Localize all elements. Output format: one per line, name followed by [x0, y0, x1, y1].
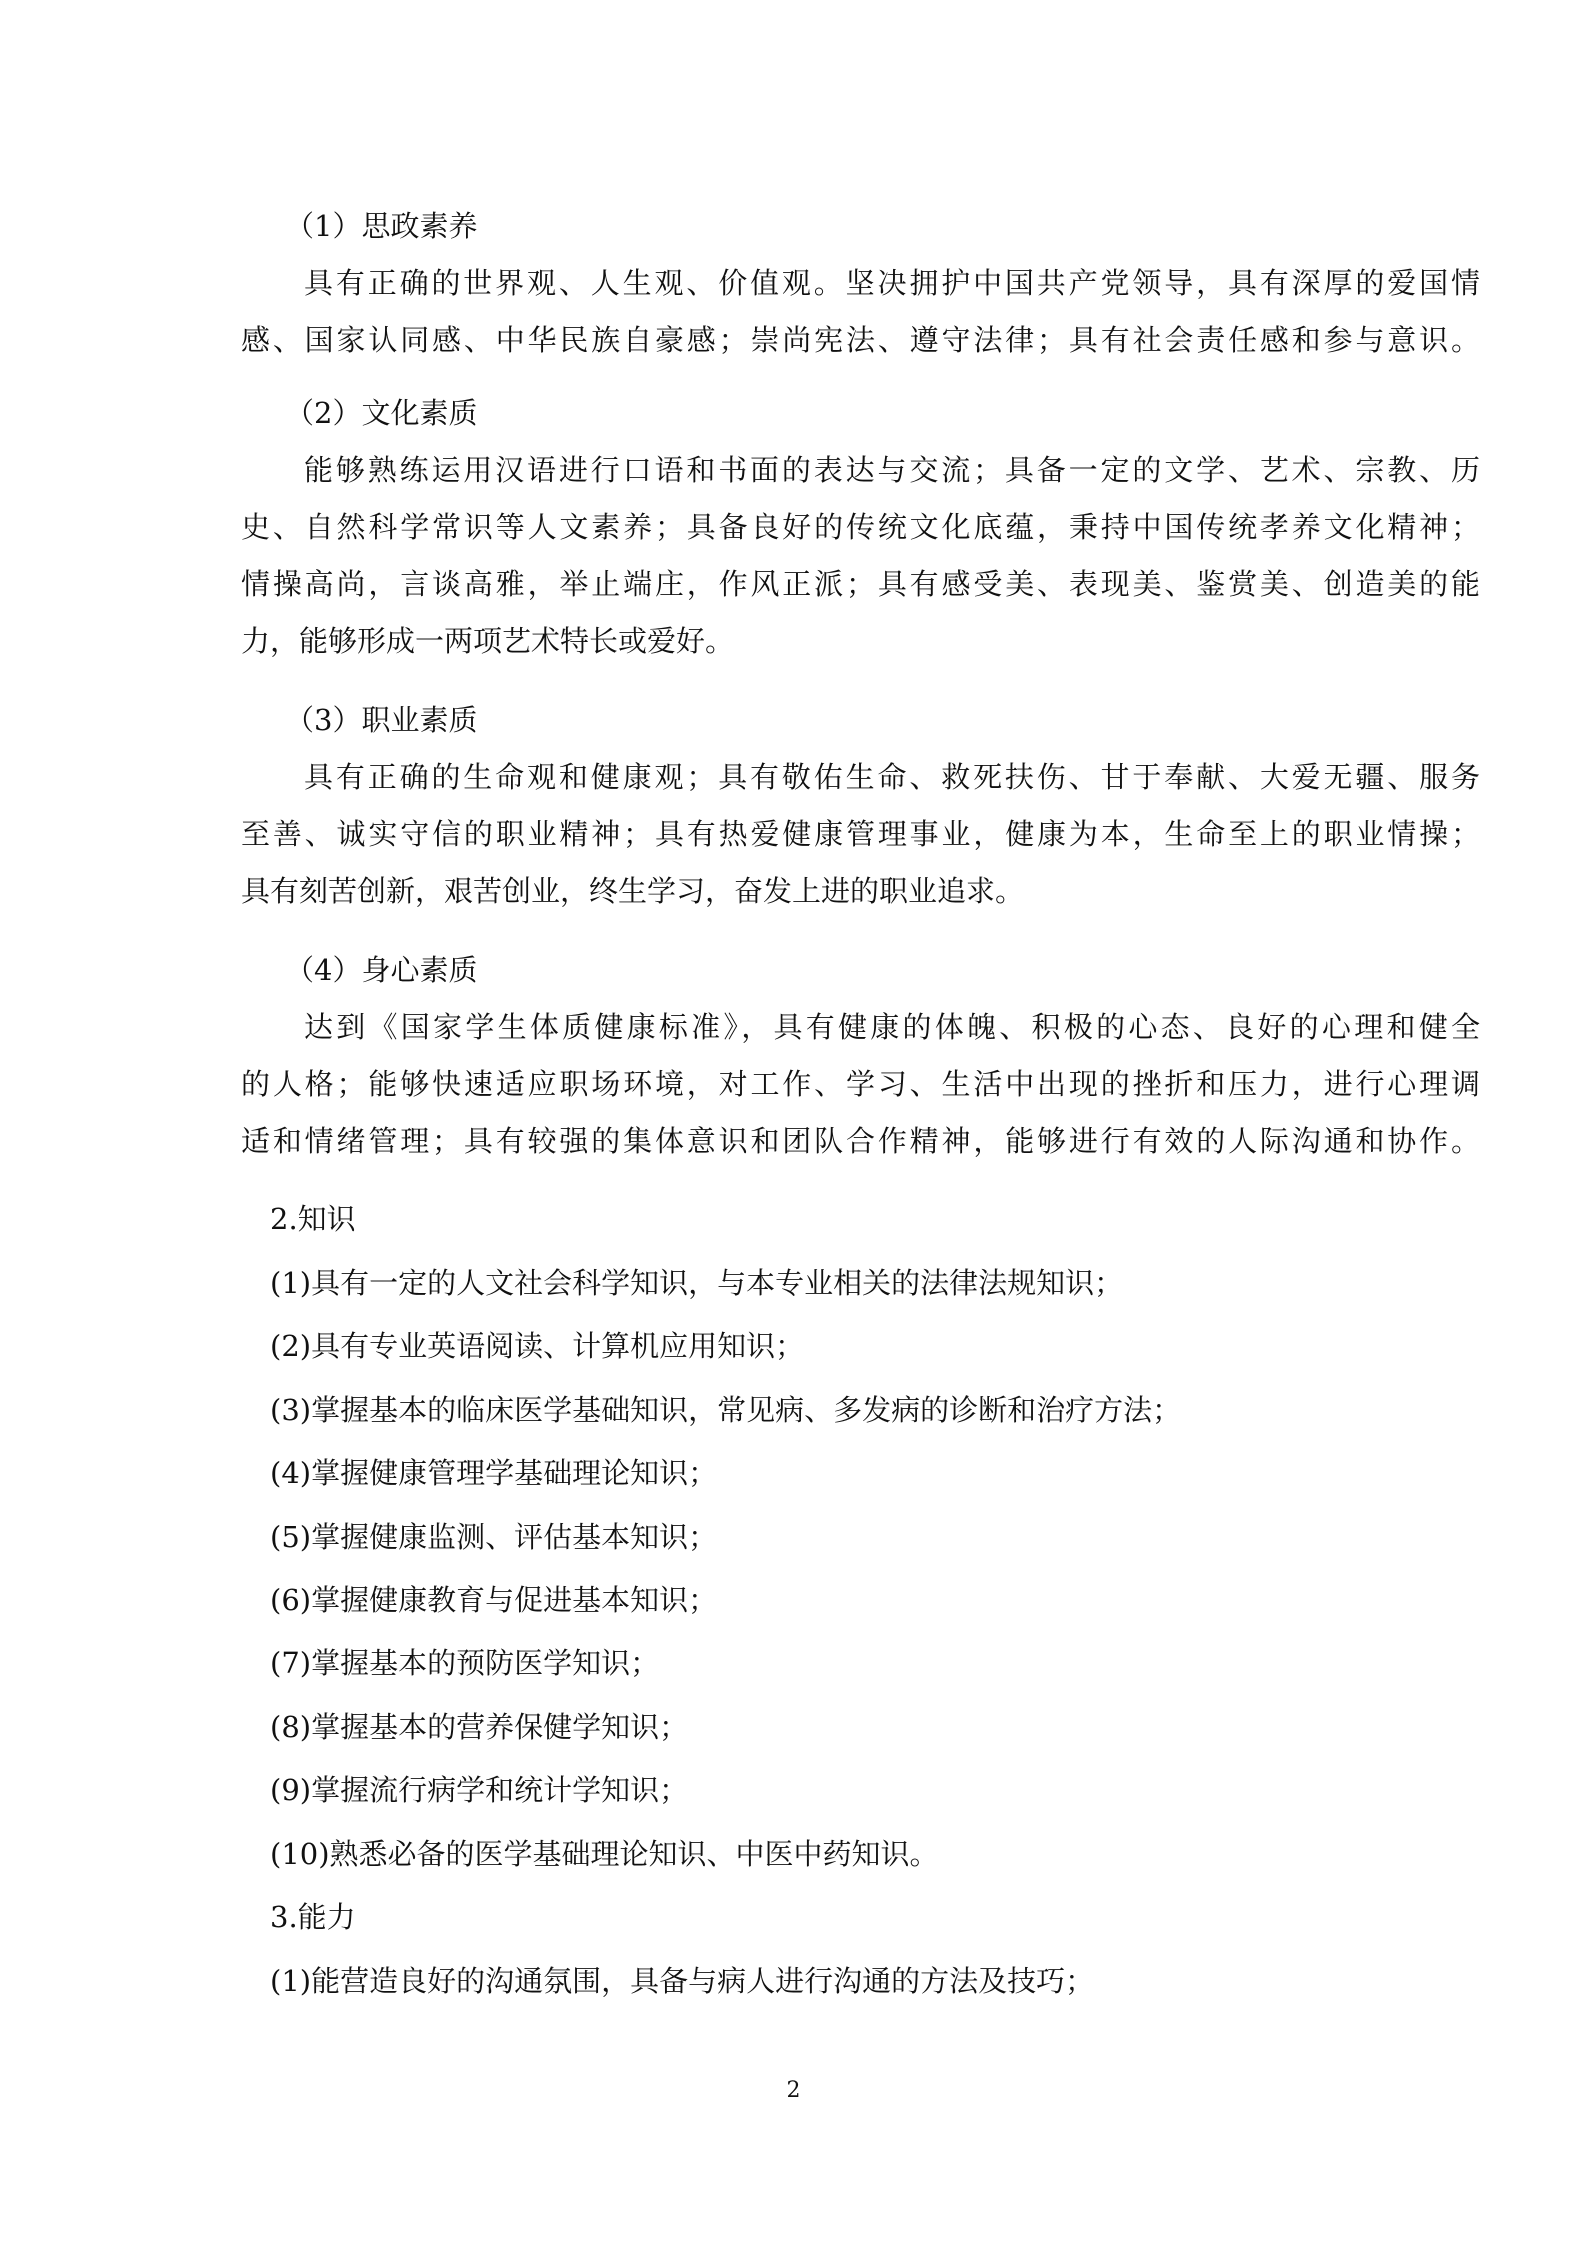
paragraph-line: 具有正确的生命观和健康观；具有敬佑生命、救死扶伤、甘于奉献、大爱无疆、服务	[304, 760, 1480, 794]
paragraph-line: 感、国家认同感、中华民族自豪感；崇尚宪法、遵守法律；具有社会责任感和参与意识。	[241, 323, 1480, 357]
paragraph-line: 适和情绪管理；具有较强的集体意识和团队合作精神，能够进行有效的人际沟通和协作。	[241, 1124, 1480, 1158]
knowledge-item: (4)掌握健康管理学基础理论知识；	[270, 1456, 718, 1490]
paragraph-line: 情操高尚，言谈高雅，举止端庄，作风正派；具有感受美、表现美、鉴赏美、创造美的能	[241, 567, 1480, 601]
knowledge-item: (1)具有一定的人文社会科学知识，与本专业相关的法律法规知识；	[270, 1266, 1124, 1300]
section-heading-zhiye: （3）职业素质	[285, 703, 478, 737]
knowledge-item: (8)掌握基本的营养保健学知识；	[270, 1710, 689, 1744]
knowledge-item: (9)掌握流行病学和统计学知识；	[270, 1773, 689, 1807]
knowledge-item: (6)掌握健康教育与促进基本知识；	[270, 1583, 718, 1617]
knowledge-item: (3)掌握基本的临床医学基础知识，常见病、多发病的诊断和治疗方法；	[270, 1393, 1182, 1427]
section-heading-wenhua: （2）文化素质	[285, 396, 478, 430]
ability-heading: 3.能力	[270, 1900, 356, 1934]
paragraph-line: 史、自然科学常识等人文素养；具备良好的传统文化底蕴，秉持中国传统孝养文化精神；	[241, 510, 1480, 544]
paragraph-line: 能够熟练运用汉语进行口语和书面的表达与交流；具备一定的文学、艺术、宗教、历	[304, 453, 1480, 487]
section-heading-sizheng: （1）思政素养	[285, 209, 478, 243]
paragraph-line: 至善、诚实守信的职业精神；具有热爱健康管理事业，健康为本，生命至上的职业情操；	[241, 817, 1480, 851]
paragraph-line: 具有正确的世界观、人生观、价值观。坚决拥护中国共产党领导，具有深厚的爱国情	[304, 266, 1480, 300]
knowledge-item: (2)具有专业英语阅读、计算机应用知识；	[270, 1329, 805, 1363]
knowledge-item: (10)熟悉必备的医学基础理论知识、中医中药知识。	[270, 1837, 939, 1871]
knowledge-item: (7)掌握基本的预防医学知识；	[270, 1646, 660, 1680]
knowledge-heading: 2.知识	[270, 1202, 356, 1236]
paragraph-line: 达到《国家学生体质健康标准》，具有健康的体魄、积极的心态、良好的心理和健全	[304, 1010, 1480, 1044]
knowledge-item: (5)掌握健康监测、评估基本知识；	[270, 1520, 718, 1554]
page-number: 2	[786, 2078, 801, 2103]
ability-item: (1)能营造良好的沟通氛围，具备与病人进行沟通的方法及技巧；	[270, 1964, 1095, 1998]
paragraph-line: 力，能够形成一两项艺术特长或爱好。	[241, 624, 735, 658]
paragraph-line: 具有刻苦创新，艰苦创业，终生学习，奋发上进的职业追求。	[241, 874, 1025, 908]
paragraph-line: 的人格；能够快速适应职场环境，对工作、学习、生活中出现的挫折和压力，进行心理调	[241, 1067, 1480, 1101]
section-heading-shenxin: （4）身心素质	[285, 953, 478, 987]
